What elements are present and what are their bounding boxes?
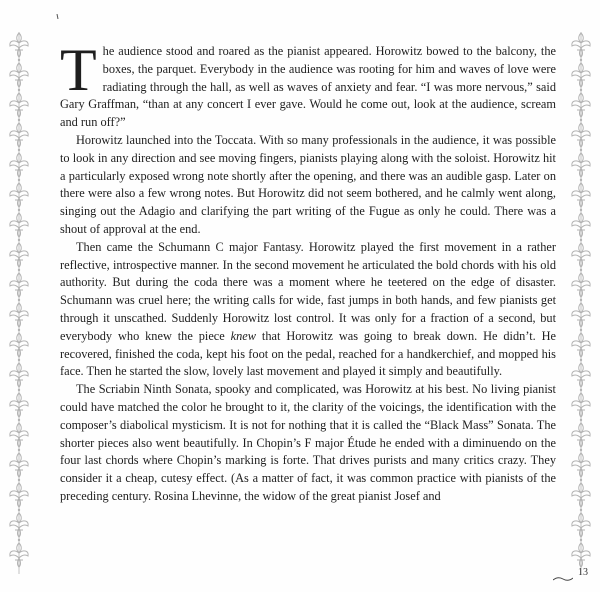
- paragraph-3-text-before: Then came the Schumann C major Fantasy. Horowitz played the first movement in a rather reflective, introspective manner. In the second movement he articulated the bold chords with his old authority. But during the coda there was a moment where he teetered on the edge of disaster. Schumann was cruel here; the writing calls for wide, fast jumps in both hands, and few pianists get through it unscathed. Suddenly Horowitz lost control. It was only for a fraction of a second, but everybody who knew the piece: [60, 239, 556, 343]
- paragraph-3: [60, 239, 556, 381]
- fleur-de-lis-vine-icon: [568, 32, 594, 574]
- paragraph-1-text: he audience stood and roared as the pianist appeared. Horowitz bowed to the balcony, the boxes, the parquet. Everybody in the audience was rooting for him and waves of love were radiating through the hall, as well as waves of anxiety and fear. “I was more nervous,” said Gary Graffman, “than at any concert I ever gave. Would he come out, look at the audience, scream and run off?”: [60, 44, 556, 130]
- body-text: [60, 37, 556, 506]
- emphasis-knew: knew: [230, 328, 257, 343]
- right-ornamental-border: [568, 32, 594, 574]
- folio-ornament: [553, 569, 573, 575]
- page-number: 13: [578, 567, 588, 578]
- fleur-de-lis-vine-icon: [6, 32, 32, 574]
- paragraph-3-text-after: that Horowitz was going to break down. He didn’t. He recovered, finished the coda, kept his foot on the pedal, reached for a handkerchief, and mopped his face. Then he started the slow, lovely last movement and played it simply and beautifully.: [60, 328, 556, 379]
- scan-speck: [56, 6, 59, 11]
- paragraph-2: Horowitz launched into the Toccata. With so many professionals in the audience, it was possible to look in any direction and see moving fingers, pianists playing along with the soloist. Horowitz hit a particularly exposed wrong note shortly after the opening, and there was an audible gasp. Later on there were also a few wrong notes. But Horowitz did not seem bothered, and he calmly went along, singing out the Adagio and clarifying the part writing of the Fugue as only he could. There was a shout of approval at the end.: [60, 132, 556, 236]
- paragraph-1: [60, 37, 556, 132]
- left-ornamental-border: [6, 32, 32, 574]
- paragraph-4: The Scriabin Ninth Sonata, spooky and complicated, was Horowitz at his best. No living pianist could have matched the color he brought to it, the clarity of the voicings, the identification with the composer’s diabolical mysticism. It is not for nothing that it is called the “Black Mass” Sonata. The shorter pieces also went beautifully. In Chopin’s F major Étude he ended with a diminuendo on the four last chords where Chopin’s marking is forte. That drives purists and many critics crazy. They consider it a cheap, cutesy effect. (As a matter of fact, it was common practice with pianists of the preceding century. Rosina Lhevinne, the widow of the great pianist Josef and: [60, 382, 556, 503]
- drop-cap: T: [60, 37, 97, 103]
